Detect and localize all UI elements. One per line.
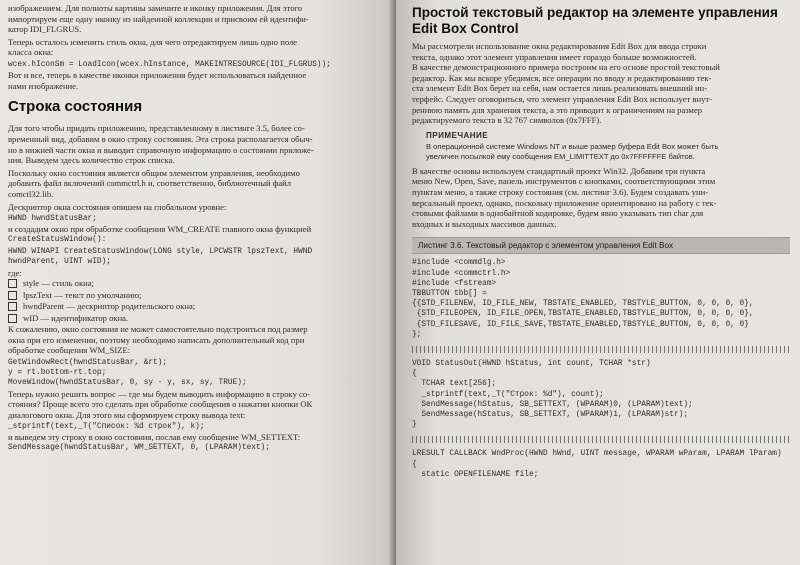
code-line: TBBUTTON tbb[] = [412,289,487,298]
intro-paragraph [412,41,790,126]
right-page [396,0,800,565]
code-line: TCHAR text[256]; [412,380,497,389]
code-line: LRESULT CALLBACK WndProc(HWND hWnd, UINT message, WPARAM wParam, LPARAM lParam) [412,450,782,459]
text-line: катор IDI_FLGRUS. [8,24,82,35]
checkbox-bullet-icon [8,291,17,300]
after-code-paragraph [8,70,382,91]
text-line: ста элемент Edit Box берет на себя, нам остается лишь реализовать внешний ин- [412,83,708,94]
text-line: окна при его изменении, поэтому необходимо написать дополнительный код при [8,334,305,345]
text-line: обработке сообщения WM_SIZE: [8,345,131,356]
listing-code-block-2 [412,359,790,430]
text-line: редактируемого текста в 32 767 символов (0x7FFF). [412,115,602,126]
question-paragraph [8,389,382,421]
text-line: пунктам меню, а также строку состояния (см. листинг 3.6). Будем создавать уни- [412,186,709,197]
text-line: В качестве основы используем стандартный проект Win32. Добавим три пункта [412,165,706,176]
text-line: Для того чтобы придать приложению, представленному в листинге 3.5, более со- [8,123,305,134]
note-line: увеличен посылкой ему сообщения EM_LIMITTEXT до 0x7FFFFFFE байтов. [426,151,695,161]
code-line: MoveWindow(hwndStatusBar, 0, sy - y, sx, sy, TRUE); [8,379,247,388]
list-item [8,290,382,302]
code-line: SendMessage(hStatus, SB_SETTEXT, (WPARAM)0, (LPARAM)text); [412,400,693,409]
listing-code-block-1 [412,258,790,340]
text-line: Теперь нужно решить вопрос — где мы будем выводить информацию в строку со- [8,388,311,399]
code-line: wcex.hIconSm = LoadIcon(wcex.hInstance, MAKEINTRESOURCE(IDI_FLGRUS)); [8,60,331,69]
code-line: #include <commdlg.h> [412,259,506,268]
text-line: класса окна: [8,47,54,58]
text-line: ния. Выведем здесь количество строк списка. [8,155,175,166]
code-line: SendMessage(hStatus, SB_SETTEXT, (WPARAM)1, (LPARAM)str); [412,410,689,419]
note-title: ПРИМЕЧАНИЕ [426,130,489,140]
code-line: y = rt.bottom-rt.top; [8,369,107,378]
left-top-paragraph [8,3,382,35]
note-line: В операционной системе Windows NT и выше размер буфера Edit Box может быть [426,141,719,151]
code-line: {{STD_FILENEW, ID_FILE_NEW, TBSTATE_ENABLED, TBSTYLE_BUTTON, 0, 0, 0, 0}, [412,300,754,309]
code-line: #include <commctrl.h> [412,269,511,278]
section-heading-text-editor [412,5,790,37]
list-item-text: style — стиль окна; [23,278,94,289]
code-line: GetWindowRect(hwndStatusBar, &rt); [8,358,168,367]
section-heading-status-bar: Строка состояния [8,98,143,116]
text-line: Мы рассмотрели использование окна редактирования Edit Box для ввода строки [412,41,707,51]
code-line: hwndParent, UINT wID); [8,258,111,267]
list-item [8,313,382,325]
text-line: временный вид, добавим в окно строку состояния. Эта строка располагается обыч- [8,133,313,144]
text-line: стояния? Проще всего это сделать при обработке сообщения о нажатии кнопки ОК [8,399,313,410]
code-line: } [412,421,417,430]
code-line: VOID StatusOut(HWND hStatus, int count, TCHAR *str) [412,359,651,368]
heading-line: Edit Box Control [412,21,519,36]
list-item-text: wID — идентификатор окна. [23,312,129,323]
text-line: Теперь осталось изменить стиль окна, для чего отредактируем лишь одно поле [8,36,298,47]
descriptor-paragraph: Дескриптор окна состояния опишем на глобальном уровне: [8,201,227,212]
text-line: меню New, Open, Save, панель инструментов с кнопками, соответствующими этим [412,176,716,187]
listing-title: Листинг 3.6. Текстовый редактор с элементом управления Edit Box [412,237,790,254]
text-line: добавить файл включений commctrl.h и, соответственно, библиотечный файл [8,178,292,189]
text-line: текста, однако этот элемент управления имеет гораздо больше возможностей. [412,51,697,62]
list-item [8,278,382,290]
parameter-list [8,278,382,324]
text-line: и создадим окно при обработке сообщения WM_CREATE главного окна функцией [8,224,312,235]
checkbox-bullet-icon [8,279,17,288]
text-line: редактор. Как мы вскоре убедимся, все операции по вводу и редактированию тек- [412,72,712,83]
code-line: {STD_FILESAVE, ID_FILE_SAVE,TBSTATE_ENABLED,TBSTYLE_BUTTON, 0, 0, 0, 0} [412,320,749,329]
create-paragraph [8,224,382,245]
code-line: _stprintf(text,_T("Список: %d строк"), k); [8,423,205,432]
checkbox-bullet-icon [8,314,17,323]
code-separator [412,346,790,353]
text-line: изображением. Для полноты картины замените и иконку приложения. Для этого [8,3,303,13]
where-label: где: [8,267,22,278]
project-paragraph [412,166,790,230]
checkbox-bullet-icon [8,302,17,311]
code-line: }; [412,330,422,339]
list-item [8,301,382,313]
list-item-text: lpszText — текст по умолчанию; [23,289,142,300]
status-paragraph [8,123,382,165]
resize-paragraph [8,324,382,356]
text-line: нами изображение. [8,80,79,91]
code-line: static OPENFILENAME file; [412,470,539,479]
text-line: comctl32.lib. [8,188,54,199]
code-line: HWND hwndStatusBar; [8,215,97,224]
send-paragraph: и выведем эту строку в окно состояния, послав ему сообщение WM_SETTEXT: [8,432,301,443]
text-line: импортируем еще одну иконку из найденной коллекции и присвоим ей идентифи- [8,13,309,24]
code-line: { [412,370,417,379]
text-line: Вот и все, теперь в качестве иконки приложения будет использоваться найденное [8,70,307,81]
text-line: К сожалению, окно состояния не может самостоятельно подстроиться под размер [8,324,308,335]
code-line: {STD_FILEOPEN, ID_FILE_OPEN,TBSTATE_ENABLED,TBSTYLE_BUTTON, 0, 0, 0, 0}, [412,310,754,319]
code-line: HWND WINAPI CreateStatusWindow(LONG style, LPCWSTR lpszText, HWND [8,248,313,257]
listing-code-block-3 [412,449,790,480]
text-line: входных и выходных массивов данных. [412,218,557,229]
heading-line: Простой текстовый редактор на элементе управления [412,5,778,20]
include-paragraph [8,168,382,200]
text-line: диалогового окна. Для этого мы сформируем строку вывода text: [8,409,246,420]
style-paragraph [8,37,382,58]
text-line: терфейс. Следует оговориться, что элемент управления Edit Box использует внут- [412,93,712,104]
text-line: В качестве демонстрационного примера построим на его основе простой текстовый [412,62,720,73]
left-page [0,0,396,565]
text-line: версальный проект, однако, поскольку приложение ориентировано на работу с тек- [412,197,717,208]
text-line: стовыми файлами в однобайтной кодировке, будем явно указывать тип char для [412,208,704,219]
list-item-text: hwndParent — дескриптор родительского окна; [23,301,196,312]
text-line: но в нижней части окна и выводит справочную информацию о состоянии приложе- [8,144,314,155]
code-line: _stprintf(text,_T("Строк: %d"), count); [412,390,604,399]
text-line: реннюю память для хранения текста, а это приводит к ограничениям на размер [412,104,703,115]
code-line: #include <fstream> [412,279,497,288]
code-line: CreateStatusWindow(): [8,235,107,244]
text-line: Поскольку окно состояния является общим элементом управления, необходимо [8,167,300,178]
code-line: { [412,460,417,469]
code-separator [412,436,790,443]
code-line: SendMessage(hwndStatusBar, WM_SETTEXT, 0, (LPARAM)text); [8,444,271,453]
